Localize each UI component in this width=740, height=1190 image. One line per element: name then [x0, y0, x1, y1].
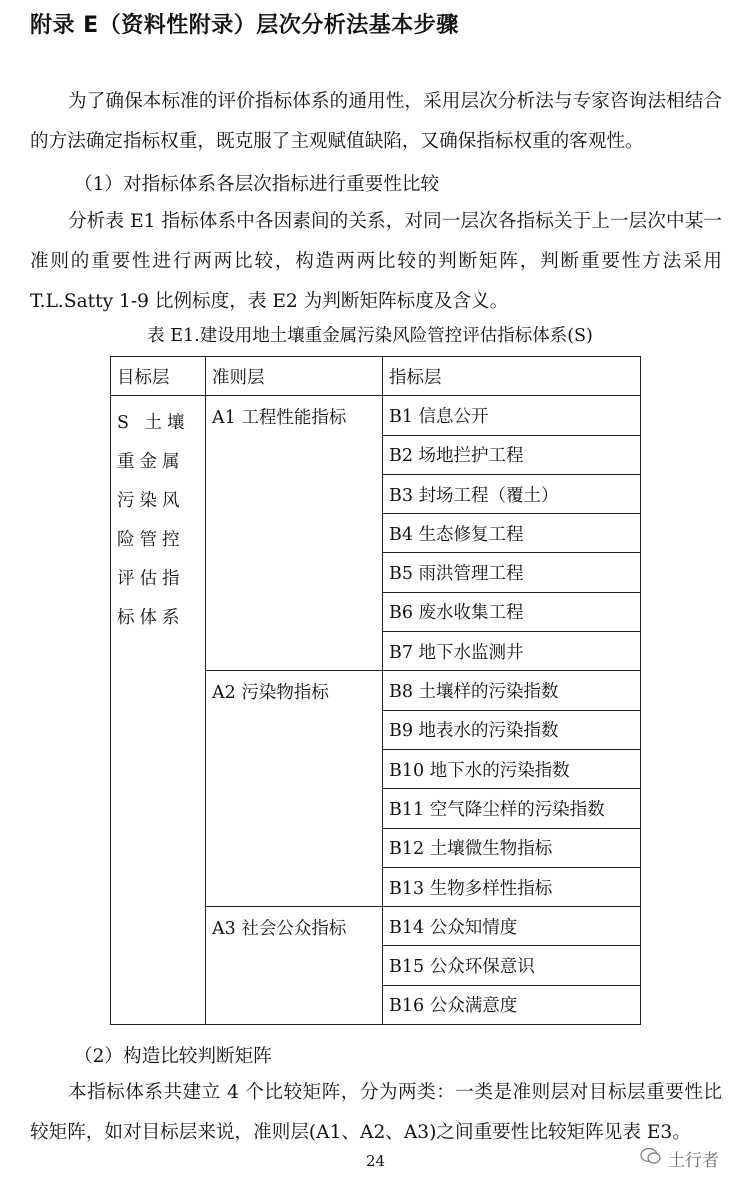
indicator-cell: B9 地表水的污染指数: [383, 710, 641, 749]
indicator-cell: B4 生态修复工程: [383, 514, 641, 553]
criterion-cell: A3 社会公众指标: [206, 907, 383, 1025]
indicator-cell: B12 土壤微生物指标: [383, 828, 641, 867]
step-1-heading: （1）对指标体系各层次指标进行重要性比较: [74, 174, 440, 195]
step-2-heading: （2）构造比较判断矩阵: [74, 1046, 272, 1067]
indicator-cell: B8 土壤样的污染指数: [383, 671, 641, 710]
header-indicator: 指标层: [383, 357, 641, 396]
page-number: 24: [366, 1152, 386, 1170]
indicator-cell: B6 废水收集工程: [383, 592, 641, 631]
indicator-cell: B5 雨洪管理工程: [383, 553, 641, 592]
watermark-text: 土行者: [668, 1151, 719, 1171]
table-caption: 表 E1.建设用地土壤重金属污染风险管控评估指标体系(S): [147, 326, 593, 346]
intro-paragraph: 为了确保本标准的评价指标体系的通用性，采用层次分析法与专家咨询法相结合的方法确定指标权重，既克服了主观赋值缺陷，又确保指标权重的客观性。: [30, 91, 722, 152]
header-criterion: 准则层: [206, 357, 383, 396]
analysis-paragraph: 分析表 E1 指标体系中各因素间的关系，对同一层次各指标关于上一层次中某一准则的重要性进行两两比较，构造两两比较的判断矩阵，判断重要性方法采用 T.L.Satty 1-9 比例标度，表 E2 为判断矩阵标度及含义。: [30, 211, 722, 312]
matrix-paragraph: 本指标体系共建立 4 个比较矩阵，分为两类：一类是准则层对目标层重要性比较矩阵，如对目标层来说，准则层(A1、A2、A3)之间重要性比较矩阵见表 E3。: [30, 1082, 722, 1143]
table-header-row: [111, 357, 641, 396]
goal-cell: S 土壤重金属污染风险管控评估指标体系: [111, 396, 206, 1025]
indicator-table: [110, 356, 641, 1025]
page-title: 附录 E（资料性附录）层次分析法基本步骤: [30, 13, 459, 38]
indicator-cell: B2 场地拦护工程: [383, 435, 641, 474]
indicator-cell: B14 公众知情度: [383, 907, 641, 946]
table-row: [111, 396, 641, 435]
wechat-icon: [640, 1146, 662, 1171]
indicator-cell: B11 空气降尘样的污染指数: [383, 789, 641, 828]
indicator-cell: B13 生物多样性指标: [383, 867, 641, 906]
indicator-cell: B1 信息公开: [383, 396, 641, 435]
watermark: [640, 1146, 719, 1171]
indicator-cell: B10 地下水的污染指数: [383, 749, 641, 788]
indicator-cell: B16 公众满意度: [383, 985, 641, 1024]
indicator-cell: B15 公众环保意识: [383, 946, 641, 985]
header-goal: 目标层: [111, 357, 206, 396]
indicator-cell: B3 封场工程（覆土）: [383, 474, 641, 513]
indicator-cell: B7 地下水监测井: [383, 632, 641, 671]
criterion-cell: A1 工程性能指标: [206, 396, 383, 671]
criterion-cell: A2 污染物指标: [206, 671, 383, 907]
